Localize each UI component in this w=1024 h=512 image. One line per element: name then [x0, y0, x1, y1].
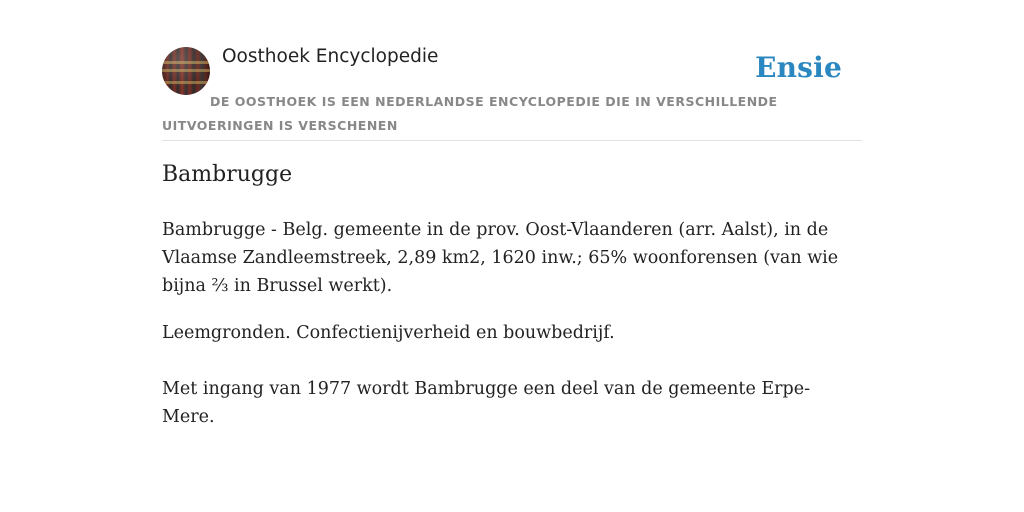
brand-logo-link[interactable]: Ensie — [755, 51, 842, 84]
article-paragraph: Bambrugge - Belg. gemeente in de prov. Oost-Vlaanderen (arr. Aalst), in de Vlaamse Zandleemstreek, 2,89 km2, 1620 inw.; 65% woonforensen (van wie bijna ⅔ in Brussel werkt). — [162, 220, 839, 296]
site-title-link[interactable]: Oosthoek Encyclopedie — [222, 46, 439, 67]
avatar-shine — [162, 47, 210, 95]
page-container — [162, 0, 862, 512]
site-avatar-icon[interactable] — [162, 47, 210, 95]
site-tagline: DE OOSTHOEK IS EEN NEDERLANDSE ENCYCLOPEDIE DIE IN VERSCHILLENDE UITVOERINGEN IS VERSCHENEN — [162, 94, 778, 133]
article-title: Bambrugge — [162, 162, 293, 187]
site-header — [162, 0, 862, 141]
article-paragraph: Leemgronden. Confectienijverheid en bouwbedrijf. — [162, 323, 615, 343]
article-paragraph: Met ingang van 1977 wordt Bambrugge een deel van de gemeente Erpe-Mere. — [162, 379, 810, 427]
